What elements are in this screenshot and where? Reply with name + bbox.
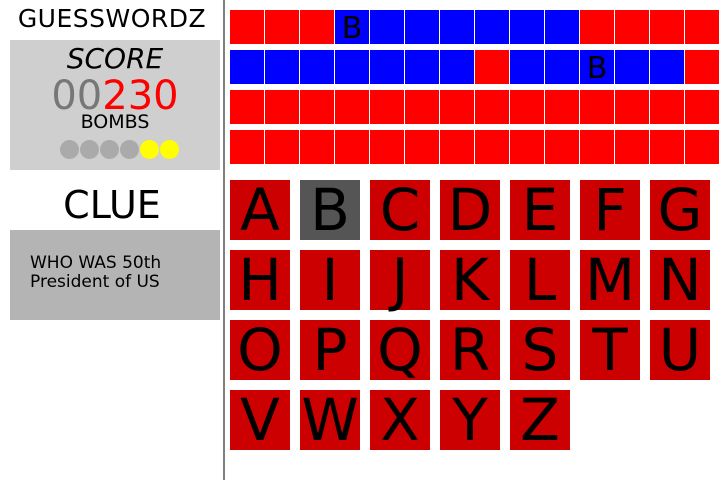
revealed-tile	[265, 50, 299, 84]
hidden-tile	[230, 90, 264, 124]
score-padding: 00	[51, 73, 103, 119]
board-row	[230, 130, 720, 164]
hidden-tile	[300, 10, 334, 44]
hidden-tile	[650, 130, 684, 164]
key-p[interactable]: P	[300, 320, 360, 380]
key-r[interactable]: R	[440, 320, 500, 380]
hidden-tile	[475, 90, 509, 124]
key-z[interactable]: Z	[510, 390, 570, 450]
key-h[interactable]: H	[230, 250, 290, 310]
clue-text: WHO WAS 50th President of US	[30, 253, 162, 292]
key-j[interactable]: J	[370, 250, 430, 310]
hidden-tile	[615, 130, 649, 164]
revealed-tile	[510, 50, 544, 84]
bombs-indicator	[60, 140, 180, 160]
key-l[interactable]: L	[510, 250, 570, 310]
key-f[interactable]: F	[580, 180, 640, 240]
hidden-tile	[335, 90, 369, 124]
key-x[interactable]: X	[370, 390, 430, 450]
hidden-tile	[685, 90, 719, 124]
revealed-tile	[300, 50, 334, 84]
hidden-tile	[650, 90, 684, 124]
hidden-tile	[475, 50, 509, 84]
tile-letter: B	[341, 11, 363, 46]
hidden-tile	[650, 10, 684, 44]
side-panel	[0, 0, 224, 480]
key-m[interactable]: M	[580, 250, 640, 310]
key-n[interactable]: N	[650, 250, 710, 310]
revealed-tile	[650, 50, 684, 84]
bombs-label: BOMBS	[80, 111, 150, 133]
key-w[interactable]: W	[301, 386, 359, 454]
hidden-tile	[545, 130, 579, 164]
hidden-tile	[685, 130, 719, 164]
key-d[interactable]: D	[440, 180, 500, 240]
bomb-remaining-icon	[160, 140, 179, 159]
hidden-tile	[300, 130, 334, 164]
game-title: GUESSWORDZ	[17, 4, 207, 33]
hidden-tile	[580, 130, 614, 164]
key-y[interactable]: Y	[440, 390, 500, 450]
clue-panel	[10, 230, 220, 320]
revealed-tile	[405, 10, 439, 44]
hidden-tile	[685, 50, 719, 84]
hidden-tile	[265, 130, 299, 164]
revealed-tile	[580, 50, 614, 84]
key-i[interactable]: I	[300, 250, 360, 310]
word-board	[230, 10, 720, 170]
hidden-tile	[230, 130, 264, 164]
hidden-tile	[580, 10, 614, 44]
hidden-tile	[545, 90, 579, 124]
hidden-tile	[405, 90, 439, 124]
key-k[interactable]: K	[440, 250, 500, 310]
hidden-tile	[440, 130, 474, 164]
key-t[interactable]: T	[580, 320, 640, 380]
board-row	[230, 90, 720, 124]
revealed-tile	[510, 10, 544, 44]
hidden-tile	[405, 130, 439, 164]
score-panel	[10, 40, 220, 170]
hidden-tile	[335, 130, 369, 164]
key-c[interactable]: C	[370, 180, 430, 240]
key-q[interactable]: Q	[370, 320, 430, 380]
score-number: 230	[102, 73, 179, 119]
board-row	[230, 50, 720, 84]
clue-title: CLUE	[63, 183, 161, 227]
revealed-tile	[545, 50, 579, 84]
hidden-tile	[615, 10, 649, 44]
hidden-tile	[370, 90, 404, 124]
hidden-tile	[300, 90, 334, 124]
hidden-tile	[510, 130, 544, 164]
key-g[interactable]: G	[650, 180, 710, 240]
hidden-tile	[510, 90, 544, 124]
hidden-tile	[440, 90, 474, 124]
hidden-tile	[265, 10, 299, 44]
bomb-remaining-icon	[140, 140, 159, 159]
key-e[interactable]: E	[510, 180, 570, 240]
bomb-used-icon	[60, 140, 79, 159]
board-row	[230, 10, 720, 44]
score-label: SCORE	[66, 42, 164, 75]
bomb-used-icon	[100, 140, 119, 159]
divider	[223, 0, 225, 480]
hidden-tile	[230, 10, 264, 44]
hidden-tile	[370, 130, 404, 164]
revealed-tile	[335, 10, 369, 44]
key-s[interactable]: S	[510, 320, 570, 380]
bomb-used-icon	[120, 140, 139, 159]
hidden-tile	[615, 90, 649, 124]
key-u[interactable]: U	[650, 320, 710, 380]
revealed-tile	[545, 10, 579, 44]
hidden-tile	[685, 10, 719, 44]
revealed-tile	[475, 10, 509, 44]
key-b[interactable]: B	[300, 180, 360, 240]
hidden-tile	[265, 90, 299, 124]
revealed-tile	[370, 50, 404, 84]
revealed-tile	[440, 50, 474, 84]
revealed-tile	[370, 10, 404, 44]
key-a[interactable]: A	[230, 180, 290, 240]
revealed-tile	[405, 50, 439, 84]
key-o[interactable]: O	[230, 320, 290, 380]
bomb-used-icon	[80, 140, 99, 159]
revealed-tile	[615, 50, 649, 84]
revealed-tile	[230, 50, 264, 84]
tile-letter: B	[586, 51, 608, 86]
revealed-tile	[440, 10, 474, 44]
revealed-tile	[335, 50, 369, 84]
key-v[interactable]: V	[230, 390, 290, 450]
hidden-tile	[475, 130, 509, 164]
hidden-tile	[580, 90, 614, 124]
